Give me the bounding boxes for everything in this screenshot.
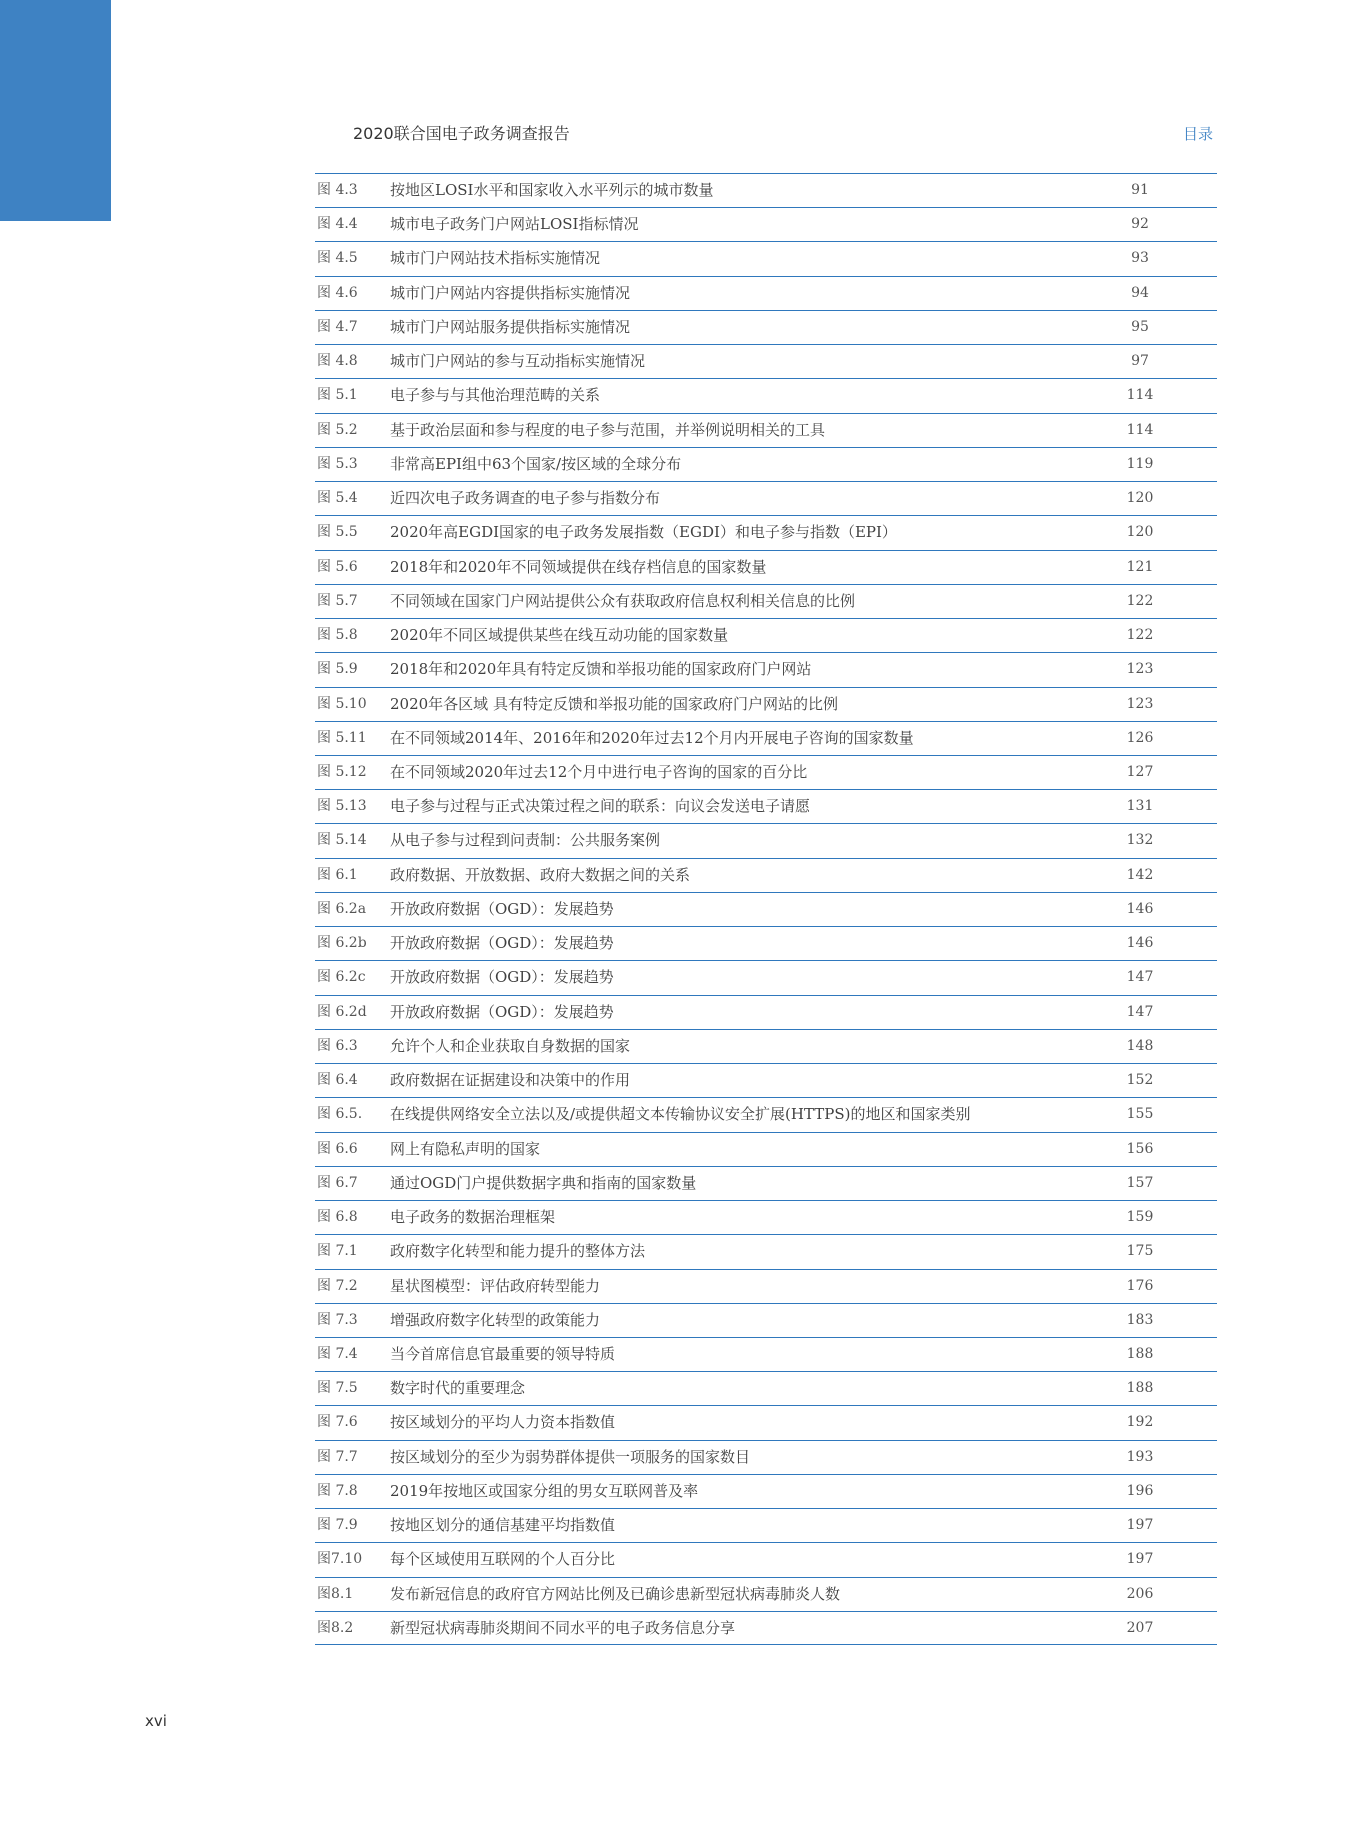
figure-page-number: 147	[1126, 969, 1154, 986]
figure-number: 图 4.7	[317, 318, 358, 335]
figure-page-number: 95	[1131, 318, 1149, 335]
figure-title: 电子政务的数据治理框架	[390, 1208, 556, 1227]
figure-entry[interactable]	[315, 1200, 1217, 1234]
figure-title: 政府数据在证据建设和决策中的作用	[390, 1071, 631, 1090]
figure-number: 图 5.7	[317, 592, 358, 609]
figure-title: 通过OGD门户提供数据字典和指南的国家数量	[390, 1173, 697, 1192]
figure-page-number: 119	[1126, 455, 1154, 472]
figure-title: 2018年和2020年具有特定反馈和举报功能的国家政府门户网站	[390, 660, 812, 679]
figure-page-number: 148	[1126, 1037, 1154, 1054]
figure-number: 图 6.2d	[317, 1003, 367, 1020]
figure-page-number: 188	[1126, 1345, 1154, 1362]
figure-number: 图 4.6	[317, 284, 358, 301]
figure-page-number: 123	[1126, 695, 1154, 712]
figure-number: 图 6.3	[317, 1037, 358, 1054]
figure-page-number: 192	[1126, 1414, 1154, 1431]
figure-title: 城市门户网站服务提供指标实施情况	[390, 317, 631, 336]
figure-number: 图 7.1	[317, 1243, 358, 1260]
figure-entry[interactable]	[315, 241, 1217, 275]
figure-title: 每个区域使用互联网的个人百分比	[390, 1550, 616, 1569]
figure-number: 图 7.9	[317, 1517, 358, 1534]
figure-title: 电子参与过程与正式决策过程之间的联系：向议会发送电子请愿	[390, 797, 811, 816]
figure-number: 图 6.2c	[317, 969, 366, 986]
figure-entry[interactable]	[315, 310, 1217, 344]
figure-title: 在线提供网络安全立法以及/或提供超文本传输协议安全扩展(HTTPS)的地区和国家类别	[390, 1105, 971, 1124]
figure-entry[interactable]	[315, 1405, 1217, 1439]
figure-page-number: 120	[1126, 524, 1154, 541]
figure-entry[interactable]	[315, 1132, 1217, 1166]
figure-entry[interactable]	[315, 1269, 1217, 1303]
figure-entry[interactable]	[315, 276, 1217, 310]
figure-entry[interactable]	[315, 584, 1217, 618]
figure-entry[interactable]	[315, 892, 1217, 926]
figure-page-number: 207	[1126, 1619, 1154, 1636]
figure-page-number: 147	[1126, 1003, 1154, 1020]
figure-entry[interactable]	[315, 1097, 1217, 1131]
figure-number: 图 5.8	[317, 627, 358, 644]
figure-number: 图 6.7	[317, 1174, 358, 1191]
figure-title: 非常高EPI组中63个国家/按区域的全球分布	[390, 454, 682, 473]
figure-number: 图 6.2b	[317, 935, 367, 952]
figure-number: 图8.2	[317, 1619, 354, 1636]
figure-number: 图 5.11	[317, 729, 367, 746]
figure-entry[interactable]	[315, 413, 1217, 447]
figure-title: 按区域划分的至少为弱势群体提供一项服务的国家数目	[390, 1447, 751, 1466]
figure-page-number: 176	[1126, 1277, 1154, 1294]
figure-page-number: 196	[1126, 1482, 1154, 1499]
figure-number: 图 7.5	[317, 1380, 358, 1397]
figure-title: 数字时代的重要理念	[390, 1379, 526, 1398]
figure-title: 当今首席信息官最重要的领导特质	[390, 1344, 616, 1363]
figure-entry[interactable]	[315, 1542, 1217, 1576]
figure-page-number: 94	[1131, 284, 1149, 301]
figure-page-number: 131	[1126, 798, 1154, 815]
figure-entry[interactable]	[315, 1611, 1217, 1645]
figure-entry[interactable]	[315, 823, 1217, 857]
figure-number: 图 6.2a	[317, 900, 367, 917]
figure-entry[interactable]	[315, 1234, 1217, 1268]
figure-title: 政府数据、开放数据、政府大数据之间的关系	[390, 865, 691, 884]
figure-number: 图 4.4	[317, 216, 358, 233]
figure-entry[interactable]	[315, 1577, 1217, 1611]
figure-title: 网上有隐私声明的国家	[390, 1139, 541, 1158]
figure-number: 图 5.12	[317, 763, 367, 780]
figure-entry[interactable]	[315, 550, 1217, 584]
report-title: 2020联合国电子政务调查报告	[353, 124, 570, 143]
figure-page-number: 155	[1126, 1106, 1154, 1123]
figure-number: 图7.10	[317, 1551, 363, 1568]
figure-page-number: 92	[1131, 216, 1149, 233]
figure-title: 发布新冠信息的政府官方网站比例及已确诊患新型冠状病毒肺炎人数	[390, 1584, 841, 1603]
figure-title: 政府数字化转型和能力提升的整体方法	[390, 1242, 646, 1261]
figure-page-number: 157	[1126, 1174, 1154, 1191]
figure-title: 基于政治层面和参与程度的电子参与范围，并举例说明相关的工具	[390, 420, 826, 439]
figure-entry[interactable]	[315, 1166, 1217, 1200]
figure-title: 2020年高EGDI国家的电子政务发展指数（EGDI）和电子参与指数（EPI）	[390, 523, 897, 542]
figure-number: 图 6.1	[317, 866, 358, 883]
figure-title: 城市门户网站技术指标实施情况	[390, 249, 601, 268]
figure-title: 2019年按地区或国家分组的男女互联网普及率	[390, 1481, 699, 1500]
figure-page-number: 156	[1126, 1140, 1154, 1157]
figure-entry[interactable]	[315, 1303, 1217, 1337]
figure-number: 图 4.5	[317, 250, 358, 267]
figure-entry[interactable]	[315, 207, 1217, 241]
figure-title: 从电子参与过程到问责制：公共服务案例	[390, 831, 661, 850]
figure-page-number: 114	[1126, 421, 1154, 438]
figure-entry[interactable]	[315, 1029, 1217, 1063]
figure-page-number: 127	[1126, 763, 1154, 780]
figure-entry[interactable]	[315, 1474, 1217, 1508]
figure-entry[interactable]	[315, 1063, 1217, 1097]
figure-title: 城市门户网站内容提供指标实施情况	[390, 283, 631, 302]
figure-entry[interactable]	[315, 1371, 1217, 1405]
figure-title: 按地区划分的通信基建平均指数值	[390, 1516, 616, 1535]
figure-title: 星状图模型：评估政府转型能力	[390, 1276, 601, 1295]
figure-number: 图 5.5	[317, 524, 358, 541]
figure-title: 近四次电子政务调查的电子参与指数分布	[390, 489, 661, 508]
figure-number: 图 5.13	[317, 798, 367, 815]
figure-title: 2020年各区域 具有特定反馈和举报功能的国家政府门户网站的比例	[390, 694, 838, 713]
figure-title: 新型冠状病毒肺炎期间不同水平的电子政务信息分享	[390, 1618, 736, 1637]
figure-title: 城市电子政务门户网站LOSI指标情况	[390, 215, 639, 234]
figure-number: 图 5.2	[317, 421, 358, 438]
figure-page-number: 126	[1126, 729, 1154, 746]
figure-number: 图 5.14	[317, 832, 367, 849]
page-number: xvi	[145, 1712, 167, 1730]
figure-number: 图 5.6	[317, 558, 358, 575]
figure-entry[interactable]	[315, 481, 1217, 515]
figure-page-number: 91	[1131, 182, 1149, 198]
figure-number: 图 7.7	[317, 1448, 358, 1465]
figure-page-number: 183	[1126, 1311, 1154, 1328]
figure-entry[interactable]	[315, 858, 1217, 892]
toc-link[interactable]: 目录	[1183, 125, 1214, 143]
figure-number: 图8.1	[317, 1585, 354, 1602]
figure-number: 图 7.2	[317, 1277, 358, 1294]
figure-page-number: 197	[1126, 1517, 1154, 1534]
figure-entry[interactable]	[315, 926, 1217, 960]
figure-page-number: 146	[1126, 935, 1154, 952]
figure-title: 增强政府数字化转型的政策能力	[390, 1310, 601, 1329]
figure-title: 在不同领域2014年、2016年和2020年过去12个月内开展电子咨询的国家数量	[390, 728, 914, 747]
figure-title: 开放政府数据（OGD）：发展趋势	[390, 968, 614, 987]
figure-entry[interactable]	[315, 789, 1217, 823]
figure-number: 图 5.10	[317, 695, 367, 712]
figure-page-number: 146	[1126, 900, 1154, 917]
figure-number: 图 6.5.	[317, 1106, 363, 1123]
figure-entry[interactable]	[315, 652, 1217, 686]
figure-number: 图 6.4	[317, 1072, 358, 1089]
figure-page-number: 93	[1131, 250, 1149, 267]
figure-page-number: 142	[1126, 866, 1154, 883]
figure-title: 2020年不同区域提供某些在线互动功能的国家数量	[390, 626, 729, 645]
figure-entry[interactable]	[315, 1337, 1217, 1371]
figure-page-number: 188	[1126, 1380, 1154, 1397]
figure-entry[interactable]	[315, 378, 1217, 412]
figure-title: 在不同领域2020年过去12个月中进行电子咨询的国家的百分比	[390, 762, 808, 781]
figure-title: 允许个人和企业获取自身数据的国家	[390, 1036, 631, 1055]
figure-entry[interactable]	[315, 1508, 1217, 1542]
figure-number: 图 6.6	[317, 1140, 358, 1157]
figure-page-number: 114	[1126, 387, 1154, 404]
figure-entry[interactable]	[315, 173, 1217, 207]
figure-page-number: 132	[1126, 832, 1154, 849]
figure-page-number: 175	[1126, 1243, 1154, 1260]
figure-entry[interactable]	[315, 515, 1217, 549]
figure-entry[interactable]	[315, 687, 1217, 721]
figure-number: 图 6.8	[317, 1209, 358, 1226]
figure-entry[interactable]	[315, 755, 1217, 789]
figure-entry[interactable]	[315, 1440, 1217, 1474]
figure-number: 图 4.8	[317, 353, 358, 370]
figure-entry[interactable]	[315, 618, 1217, 652]
figure-entry[interactable]	[315, 960, 1217, 994]
figure-page-number: 193	[1126, 1448, 1154, 1465]
figure-page-number: 152	[1126, 1072, 1154, 1089]
figure-title: 开放政府数据（OGD）：发展趋势	[390, 899, 614, 918]
figure-title: 不同领域在国家门户网站提供公众有获取政府信息权利相关信息的比例	[390, 591, 856, 610]
figure-title: 城市门户网站的参与互动指标实施情况	[390, 352, 646, 371]
figure-number: 图 7.6	[317, 1414, 358, 1431]
figure-entry[interactable]	[315, 447, 1217, 481]
figure-number: 图 5.3	[317, 455, 358, 472]
figure-title: 按区域划分的平均人力资本指数值	[390, 1413, 616, 1432]
figure-title: 按地区LOSI水平和国家收入水平列示的城市数量	[390, 181, 714, 199]
figure-page-number: 121	[1126, 558, 1154, 575]
figure-number: 图 7.4	[317, 1345, 358, 1362]
figure-number: 图 5.1	[317, 387, 358, 404]
figure-number: 图 4.3	[317, 182, 358, 198]
figure-page-number: 122	[1126, 592, 1154, 609]
figure-number: 图 7.8	[317, 1482, 358, 1499]
figure-number: 图 5.9	[317, 661, 358, 678]
figure-page-number: 159	[1126, 1209, 1154, 1226]
figure-entry[interactable]	[315, 721, 1217, 755]
figure-page-number: 206	[1126, 1585, 1154, 1602]
figure-title: 电子参与与其他治理范畴的关系	[390, 386, 601, 405]
figure-page-number: 120	[1126, 490, 1154, 507]
figure-list	[315, 173, 1217, 1645]
figure-page-number: 197	[1126, 1551, 1154, 1568]
figure-number: 图 7.3	[317, 1311, 358, 1328]
figure-title: 开放政府数据（OGD）：发展趋势	[390, 934, 614, 953]
figure-page-number: 122	[1126, 627, 1154, 644]
figure-page-number: 123	[1126, 661, 1154, 678]
figure-page-number: 97	[1131, 353, 1149, 370]
figure-number: 图 5.4	[317, 490, 358, 507]
figure-entry[interactable]	[315, 344, 1217, 378]
corner-color-block	[0, 0, 111, 221]
figure-entry[interactable]	[315, 995, 1217, 1029]
figure-title: 开放政府数据（OGD）：发展趋势	[390, 1002, 614, 1021]
figure-title: 2018年和2020年不同领域提供在线存档信息的国家数量	[390, 557, 767, 576]
